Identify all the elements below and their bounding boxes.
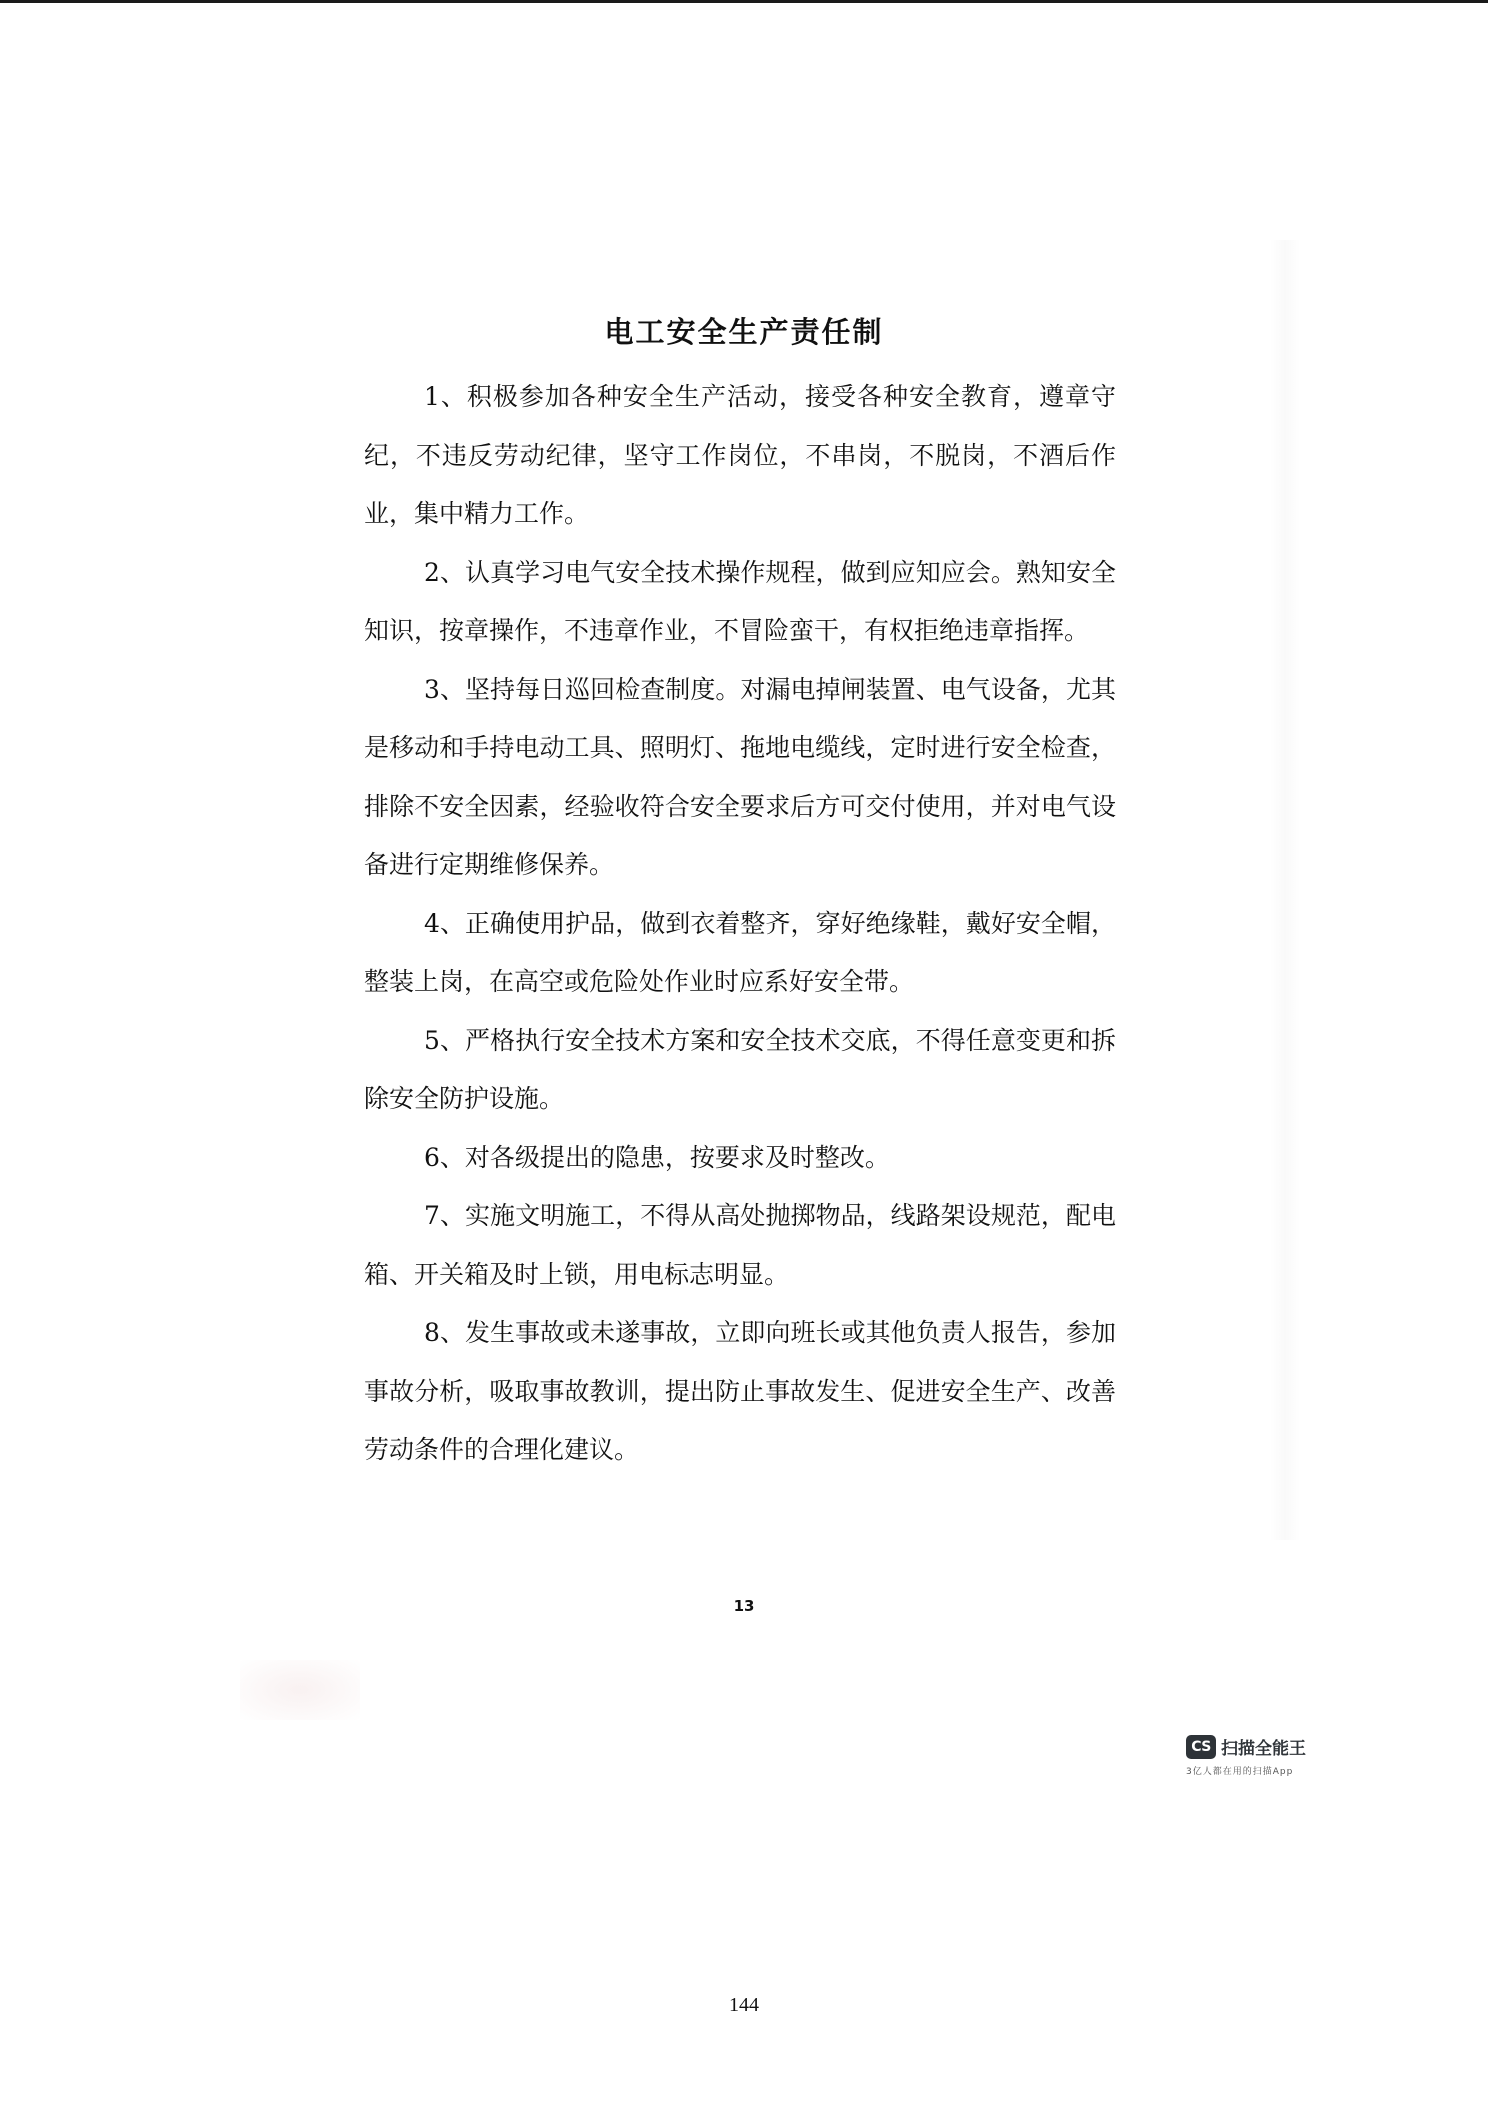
scanner-app-name: 扫描全能王 [1221, 1739, 1306, 1759]
paragraph-1: 1、积极参加各种安全生产活动，接受各种安全教育，遵章守纪，不违反劳动纪律，坚守工作岗位，不串岗，不脱岗，不酒后作业，集中精力工作。 [364, 382, 1116, 528]
scanner-tagline: 3亿人都在用的扫描App [1186, 1767, 1294, 1777]
scan-top-edge [0, 0, 1488, 3]
paragraph-8: 8、发生事故或未遂事故，立即向班长或其他负责人报告，参加事故分析，吸取事故教训，提出防止事故发生、促进安全生产、改善劳动条件的合理化建议。 [364, 1318, 1116, 1464]
paragraph-7: 7、实施文明施工，不得从高处抛掷物品，线路架设规范，配电箱、开关箱及时上锁，用电标志明显。 [364, 1201, 1116, 1289]
paragraph-2: 2、认真学习电气安全技术操作规程，做到应知应会。熟知安全知识，按章操作，不违章作业，不冒险蛮干，有权拒绝违章指挥。 [364, 557, 1116, 645]
paragraph-3: 3、坚持每日巡回检查制度。对漏电掉闸装置、电气设备，尤其是移动和手持电动工具、照明灯、拖地电缆线，定时进行安全检查，排除不安全因素，经验收符合安全要求后方可交付使用，并对电气设备进行定期维修保养。 [364, 674, 1116, 879]
outer-page-number: 144 [729, 1994, 759, 2016]
scanner-brand-row [1186, 1734, 1336, 1759]
inner-page-number: 13 [733, 1597, 755, 1615]
camscanner-logo-icon: CS [1186, 1735, 1216, 1759]
document-title: 电工安全生产责任制 [604, 315, 884, 349]
paragraph-4: 4、正确使用护品，做到衣着整齐，穿好绝缘鞋，戴好安全帽，整装上岗，在高空或危险处作业时应系好安全带。 [364, 908, 1116, 996]
scan-shadow [1270, 240, 1300, 1540]
paragraph-6: 6、对各级提出的隐患，按要求及时整改。 [424, 1142, 890, 1172]
scanner-watermark [1186, 1734, 1336, 1777]
paragraph-5: 5、严格执行安全技术方案和安全技术交底，不得任意变更和拆除安全防护设施。 [364, 1025, 1116, 1113]
scan-smudge [240, 1660, 360, 1720]
document-body [364, 368, 1116, 1480]
